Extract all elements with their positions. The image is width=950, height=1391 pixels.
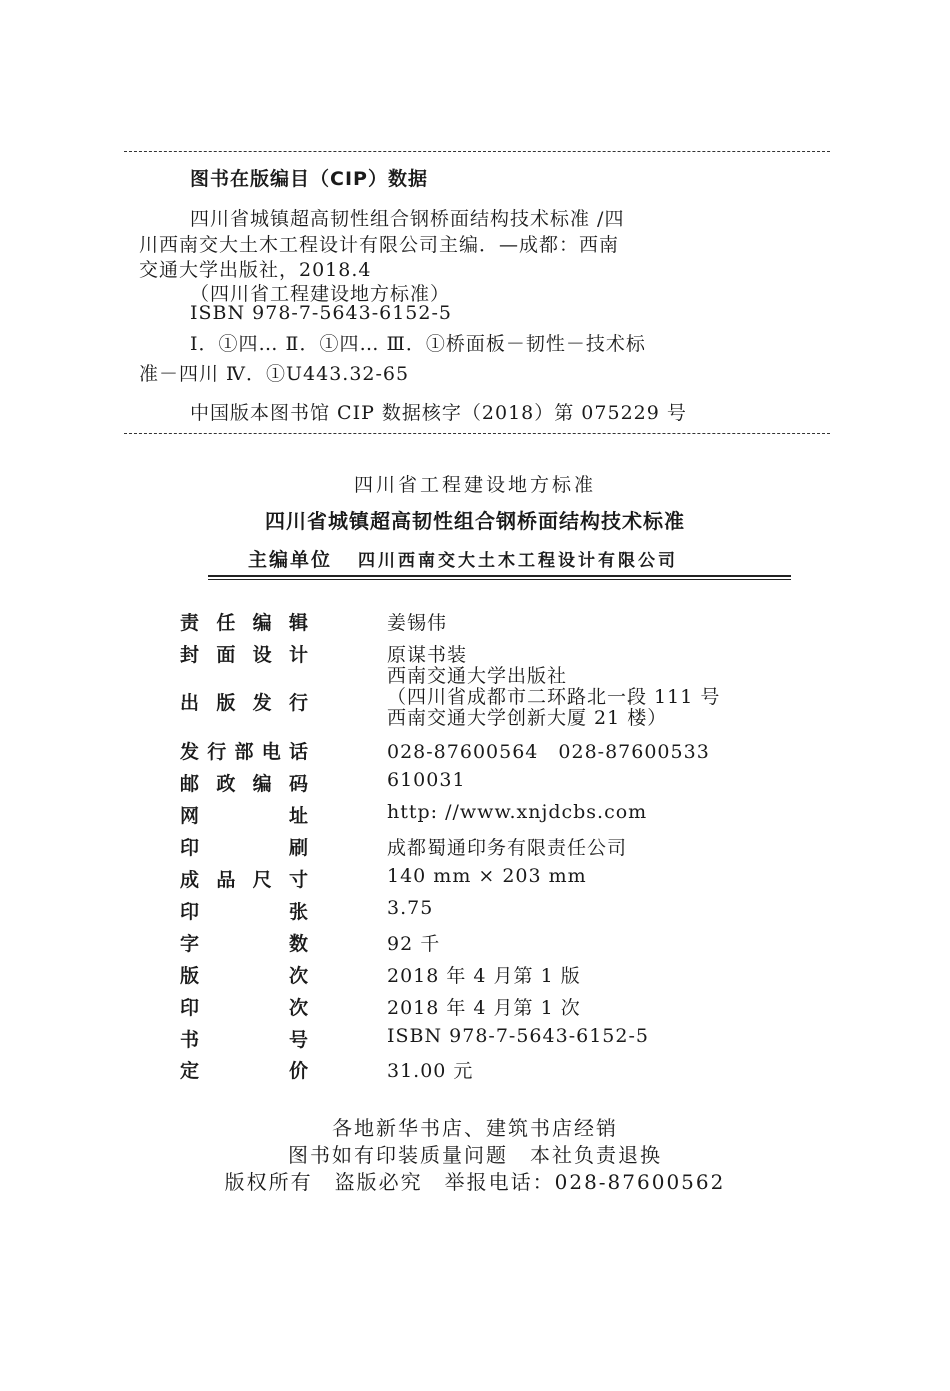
cip-top-divider	[124, 151, 830, 152]
info-value: 140 mm × 203 mm	[387, 865, 587, 887]
info-label: 封 面 设 计	[180, 644, 308, 666]
info-value-multiline	[387, 666, 720, 729]
editor-unit-value: 四川西南交大土木工程设计有限公司	[358, 551, 679, 571]
info-value: ISBN 978-7-5643-6152-5	[387, 1025, 649, 1047]
footer-distribution: 各地新华书店、建筑书店经销	[332, 1116, 618, 1140]
publisher-address-2: 西南交通大学创新大厦 21 楼）	[387, 707, 668, 729]
info-label: 邮 政 编 码	[180, 773, 308, 795]
info-value: 610031	[387, 769, 466, 791]
footer-quality: 图书如有印装质量问题 本社负责退换	[288, 1143, 662, 1167]
info-value: 原谋书装	[387, 644, 468, 666]
info-value: http: //www.xnjdcbs.com	[387, 801, 648, 823]
cip-line-3: 交通大学出版社，2018.4	[139, 259, 372, 281]
cip-line-6: Ⅰ．①四… Ⅱ．①四… Ⅲ．①桥面板－韧性－技术标	[190, 333, 646, 355]
info-label: 印 刷	[180, 837, 308, 859]
info-value: 92 千	[387, 933, 441, 955]
info-label: 印 张	[180, 901, 308, 923]
footer-copyright: 版权所有 盗版必究 举报电话：028-87600562	[224, 1170, 726, 1194]
publisher-name: 西南交通大学出版社	[387, 665, 568, 687]
info-label: 定 价	[180, 1060, 308, 1082]
editor-unit-label: 主编单位	[248, 549, 333, 571]
info-label: 责 任 编 辑	[180, 612, 308, 634]
cip-heading: 图书在版编目（CIP）数据	[190, 168, 428, 190]
info-label: 版 次	[180, 965, 308, 987]
info-label: 成 品 尺 寸	[180, 869, 308, 891]
cip-line-7: 准－四川 Ⅳ．①U443.32-65	[139, 363, 410, 385]
cip-line-8: 中国版本图书馆 CIP 数据核字（2018）第 075229 号	[190, 402, 687, 424]
info-value: 成都蜀通印务有限责任公司	[387, 837, 628, 859]
title-rule-thin	[208, 579, 791, 580]
cip-bottom-divider	[124, 433, 830, 434]
info-value: 31.00 元	[387, 1060, 474, 1082]
series-name: 四川省工程建设地方标准	[353, 474, 596, 496]
book-title: 四川省城镇超高韧性组合钢桥面结构技术标准	[265, 509, 685, 533]
publisher-address-1: （四川省成都市二环路北一段 111 号	[387, 686, 721, 708]
info-label: 书 号	[180, 1029, 308, 1051]
info-value: 028-87600564 028-87600533	[387, 741, 710, 763]
info-label: 字 数	[180, 933, 308, 955]
cip-line-5: ISBN 978-7-5643-6152-5	[190, 302, 452, 324]
info-label: 出 版 发 行	[180, 692, 308, 714]
info-value: 2018 年 4 月第 1 次	[387, 997, 581, 1019]
info-value: 3.75	[387, 897, 434, 919]
info-value: 2018 年 4 月第 1 版	[387, 965, 581, 987]
info-label: 发 行 部 电 话	[180, 741, 308, 763]
info-label: 网 址	[180, 805, 308, 827]
title-rule-thick	[208, 575, 791, 577]
cip-line-4: （四川省工程建设地方标准）	[190, 283, 451, 305]
cip-line-1: 四川省城镇超高韧性组合钢桥面结构技术标准 /四	[190, 208, 625, 230]
info-value: 姜锡伟	[387, 612, 448, 634]
info-label: 印 次	[180, 997, 308, 1019]
cip-line-2: 川西南交大土木工程设计有限公司主编．—成都：西南	[139, 234, 620, 256]
editor-unit	[248, 545, 678, 572]
